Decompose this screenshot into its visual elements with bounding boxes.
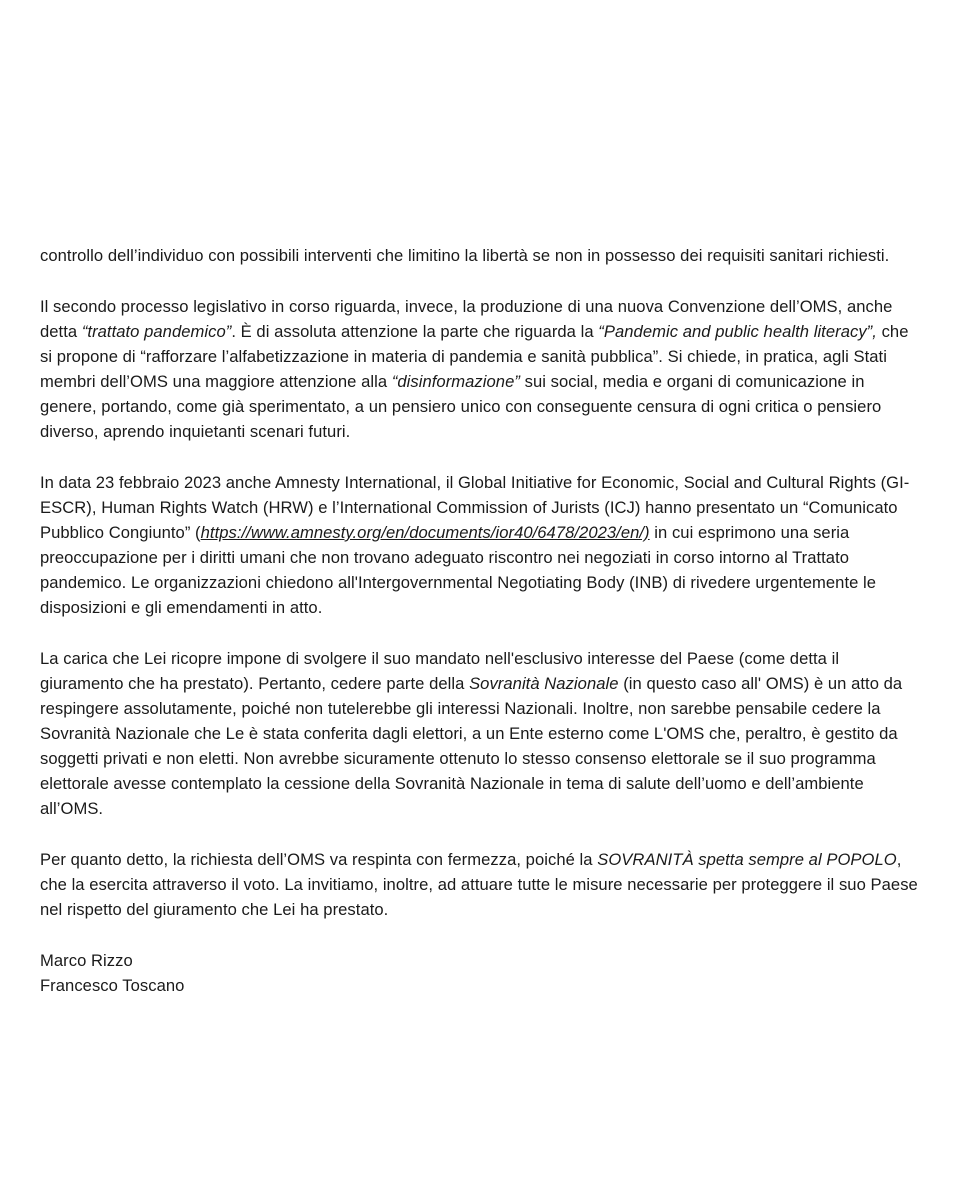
paragraph-2: Il secondo processo legislativo in corso riguarda, invece, la produzione di una nuova Convenzione dell’OMS, anche detta “trattato pandemico”. È di assoluta attenzione la parte che riguarda la “Pandemic and public health literacy”, che si propone di “rafforzare l’alfabetizzazione in materia di pandemia e sanità pubblica”. Si chiede, in pratica, agli Stati membri dell’OMS una maggiore attenzione alla “disinformazione” sui social, media e organi di comunicazione in genere, portando, come già sperimentato, a un pensiero unico con conseguente censura di ogni critica o pensiero diverso, aprendo inquietanti scenari futuri. (40, 297, 909, 441)
signatures (40, 948, 920, 998)
italic-pandemic-literacy: “Pandemic and public health literacy”, (598, 322, 877, 341)
italic-sovranita-nazionale: Sovranità Nazionale (469, 674, 619, 693)
signature-name: Marco Rizzo (40, 951, 133, 970)
signature-name: Francesco Toscano (40, 976, 185, 995)
paragraph-4: La carica che Lei ricopre impone di svolgere il suo mandato nell'esclusivo interesse del Paese (come detta il giuramento che ha prestato). Pertanto, cedere parte della Sovranità Nazionale (in questo caso all' OMS) è un atto da respingere assolutamente, poiché non tutelerebbe gli interessi Nazionali. Inoltre, non sarebbe pensabile cedere la Sovranità Nazionale che Le è stata conferita dagli elettori, a un Ente esterno come L'OMS che, peraltro, è gestito da soggetti privati e non eletti. Non avrebbe sicuramente ottenuto lo stesso consenso elettorale se il suo programma elettorale avesse contemplato la cessione della Sovranità Nazionale in tema di salute dell’uomo e dell’ambiente all’OMS. (40, 649, 903, 818)
paragraph-5: Per quanto detto, la richiesta dell’OMS va respinta con fermezza, poiché la SOVRANITÀ spetta sempre al POPOLO, che la esercita attraverso il voto. La invitiamo, inoltre, ad attuare tutte le misure necessarie per proteggere il suo Paese nel rispetto del giuramento che Lei ha prestato. (40, 850, 918, 919)
italic-disinformazione: “disinformazione” (391, 372, 520, 391)
italic-sovranita-popolo: SOVRANITÀ spetta sempre al POPOLO (597, 850, 897, 869)
paragraph-3: In data 23 febbraio 2023 anche Amnesty International, il Global Initiative for Economic, Social and Cultural Rights (GI-ESCR), Human Rights Watch (HRW) e l’International Commission of Jurists (ICJ) hanno presentato un “Comunicato Pubblico Congiunto” (https://www.amnesty.org/en/documents/ior40/6478/2023/en/) in cui esprimono una seria preoccupazione per i diritti umani che non trovano adeguato riscontro nei negoziati in corso intorno al Trattato pandemico. Le organizzazioni chiedono all'Intergovernmental Negotiating Body (INB) di rivedere urgentemente le disposizioni e gli emendamenti in atto. (40, 473, 910, 617)
paragraph-1: controllo dell’individuo con possibili interventi che limitino la libertà se non in possesso dei requisiti sanitari richiesti. (40, 246, 890, 265)
letter-body (40, 243, 920, 998)
amnesty-link[interactable]: https://www.amnesty.org/en/documents/ior40/6478/2023/en/) (200, 523, 650, 542)
italic-trattato-pandemico: “trattato pandemico” (81, 322, 232, 341)
